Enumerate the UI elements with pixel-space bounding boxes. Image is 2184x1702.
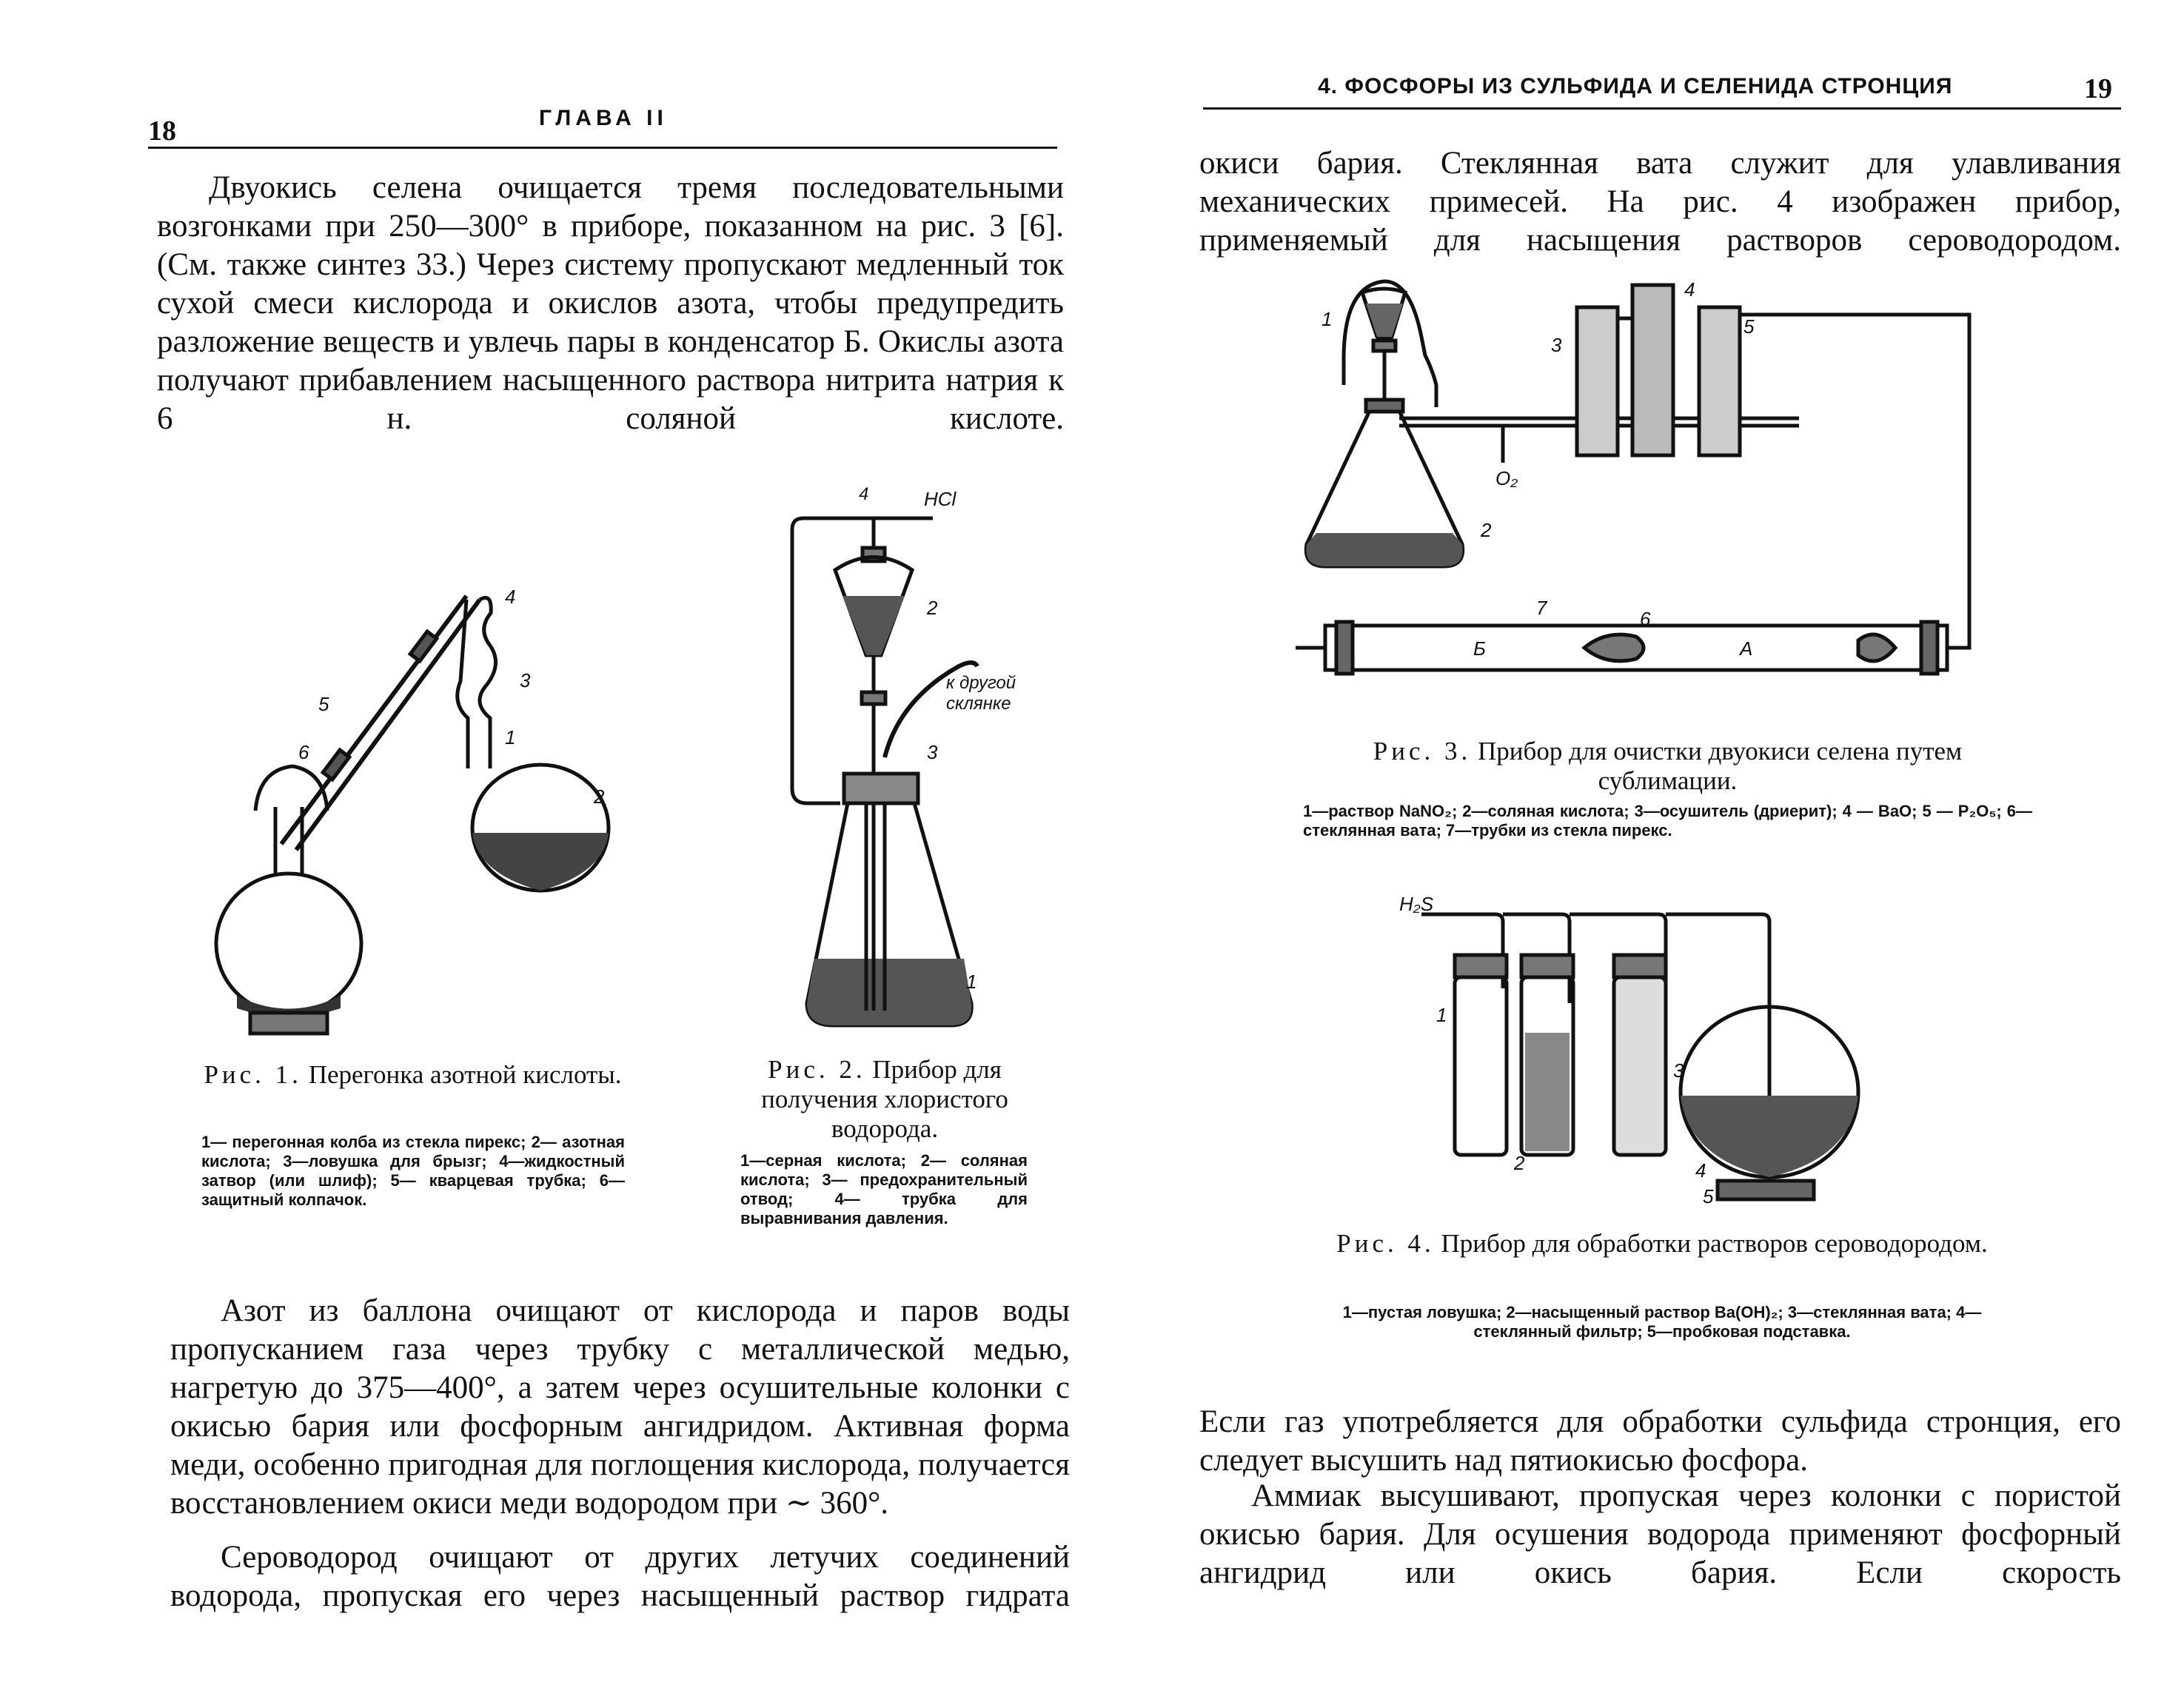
fig3-number-7: 7 <box>1536 597 1547 619</box>
fig3-o2-label: O₂ <box>1495 467 1518 489</box>
figure-4-h2s-apparatus <box>1370 893 1888 1210</box>
paragraph-nitrogen-purification: Азот из баллона очищают от кислорода и паров воды пропусканием газа через трубку с металлической медью, нагретую до 375—400°, а затем через осушительные колонки с окисью бария или фосфорным ангидридом. Активная форма меди, особенно пригодная для поглощения кислорода, получается восстановлением окиси меди водородом при ∼ 360°. <box>170 1293 1070 1521</box>
fig3-zone-a: А <box>1740 637 1753 660</box>
figure-2-hcl-apparatus <box>763 478 1073 1040</box>
fig3-number-2: 2 <box>1481 519 1492 541</box>
header-rule-left <box>148 147 1057 149</box>
fig3-number-4: 4 <box>1684 278 1695 301</box>
fig1-number-2: 2 <box>594 785 605 808</box>
running-head-left: ГЛАВА II <box>539 106 668 130</box>
paragraph-selenium-dioxide: Двуокись селена очищается тремя последовательными возгонками при 250—300° в приборе, показанном на рис. 3 [6]. (См. также синтез 33.) Через систему пропускают медленный ток сухой смеси кислорода и окислов азота, чтобы предупредить разложение веществ и увлечь пары в конденсатор Б. Окислы азота получают прибавлением насыщенного раствора нитрита натрия к 6 н. соляной кислоте. <box>157 170 1064 436</box>
fig2-number-2: 2 <box>927 597 938 619</box>
fig2-side-label-1: к другой <box>946 673 1016 693</box>
fig4-number-5: 5 <box>1703 1185 1714 1207</box>
fig1-number-3: 3 <box>520 669 531 691</box>
fig4-number-2: 2 <box>1514 1152 1525 1174</box>
figure-4-label: Рис. 4. <box>1336 1229 1435 1258</box>
fig2-number-1: 1 <box>966 971 977 993</box>
fig1-number-1: 1 <box>505 726 516 748</box>
fig2-number-4: 4 <box>859 484 869 504</box>
figure-4-title: Прибор для обработки растворов сероводородом. <box>1441 1229 1988 1258</box>
figure-1-legend: 1— перегонная колба из стекла пирекс; 2— азотная кислота; 3—ловушка для брызг; 4—жидкостный затвор (или шлиф); 5— кварцевая трубка; 6—защитный колпачок. <box>201 1133 625 1209</box>
page-number-right: 19 <box>2084 73 2112 104</box>
paragraph-barium-oxide: окиси бария. Стеклянная вата служит для улавливания механических примесей. На рис. 4 изображен прибор, применяемый для насыщения растворов сероводородом. <box>1199 146 2121 258</box>
fig4-number-4: 4 <box>1695 1159 1706 1182</box>
right-page <box>1092 0 2184 1702</box>
figure-4-legend: 1—пустая ловушка; 2—насыщенный раствор Ba(OH)₂; 3—стеклянная вата; 4—стеклянный фильтр; 5—пробковая подставка. <box>1342 1303 1982 1341</box>
fig2-number-3: 3 <box>927 741 938 763</box>
fig1-number-4: 4 <box>505 586 516 608</box>
figure-1-caption <box>200 1060 626 1090</box>
fig4-h2s-label: H₂S <box>1399 893 1434 915</box>
paragraph-ammonia-drying: Аммиак высушивают, пропуская через колонки с пористой окисью бария. Для осушения водорода применяют фосфорный ангидрид или окись бария. Если скорость <box>1199 1478 2121 1590</box>
fig3-number-3: 3 <box>1551 334 1562 356</box>
paragraph-hydrogen-sulfide-purification: Сероводород очищают от других летучих соединений водорода, пропуская его через насыщенный раствор гидрата <box>170 1540 1070 1613</box>
figure-3-selenium-sublimation <box>1281 270 2051 696</box>
fig4-number-3: 3 <box>1673 1059 1684 1082</box>
fig4-number-1: 1 <box>1436 1004 1447 1026</box>
figure-2-title: Прибор для получения хлористого водорода. <box>761 1055 1008 1143</box>
fig3-number-1: 1 <box>1322 308 1333 330</box>
paragraph-gas-drying: Если газ употребляется для обработки сульфида стронция, его следует высушить над пятиокисью фосфора. <box>1199 1404 2121 1478</box>
figure-1-label: Рис. 1. <box>204 1060 302 1089</box>
fig1-number-6: 6 <box>298 741 309 763</box>
fig2-side-label-2: склянке <box>946 694 1011 714</box>
fig2-hcl-label: HCl <box>924 488 957 510</box>
figure-2-caption <box>737 1055 1033 1144</box>
running-head-right: 4. ФОСФОРЫ ИЗ СУЛЬФИДА И СЕЛЕНИДА СТРОНЦИЯ <box>1318 74 1953 98</box>
figure-1-nitric-acid-distillation <box>200 577 659 1066</box>
fig1-number-5: 5 <box>318 693 329 715</box>
fig3-number-6: 6 <box>1640 608 1651 630</box>
page-number-left: 18 <box>148 115 176 147</box>
figure-3-label: Рис. 3. <box>1373 737 1472 765</box>
figure-2-label: Рис. 2. <box>768 1055 866 1084</box>
figure-2-legend: 1—серная кислота; 2— соляная кислота; 3— предохранительный отвод; 4— трубка для выравнивания давления. <box>740 1151 1028 1227</box>
figure-3-legend: 1—раствор NaNO₂; 2—соляная кислота; 3—осушитель (дриерит); 4 — BaO; 5 — P₂O₅; 6—стеклянная вата; 7—трубки из стекла пирекс. <box>1303 802 2032 840</box>
fig3-zone-b: Б <box>1473 637 1486 660</box>
figure-1-title: Перегонка азотной кислоты. <box>308 1060 622 1089</box>
figure-4-caption <box>1336 1229 1988 1259</box>
figure-3-caption <box>1303 737 2032 796</box>
figure-3-title: Прибор для очистки двуокиси селена путем сублимации. <box>1478 737 1963 795</box>
header-rule-right <box>1203 107 2121 110</box>
fig3-number-5: 5 <box>1743 315 1755 338</box>
